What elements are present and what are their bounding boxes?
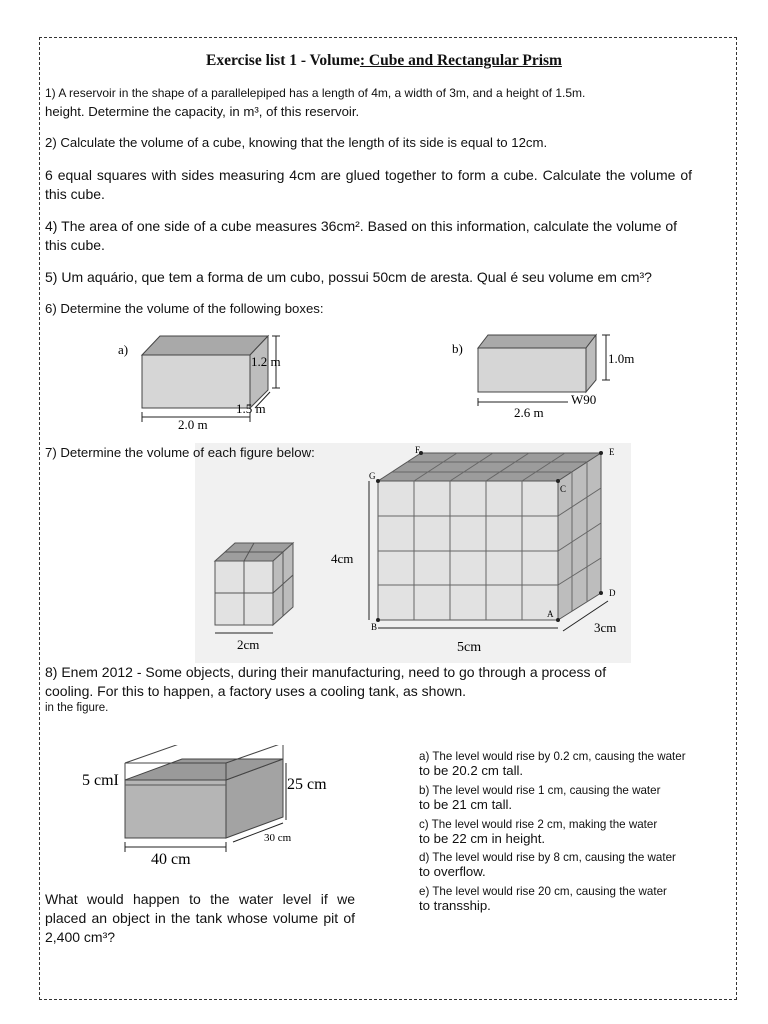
question-8-line-2: cooling. For this to happen, a factory uses a cooling tank, as shown. [45, 683, 467, 699]
large-prism [331, 445, 616, 655]
question-2: 2) Calculate the volume of a cube, knowing that the length of its side is equal to 12cm. [45, 135, 548, 150]
tank-gap-label: 5 cmI [82, 772, 119, 789]
page-title: Exercise list 1 - Volume: Cube and Rectangular Prism [206, 52, 562, 69]
vertex-c-label: C [560, 484, 567, 494]
cooling-tank-figure [78, 745, 348, 870]
box-b-width-label: 2.6 m [514, 405, 544, 420]
vertex-b-label: B [371, 622, 378, 632]
vertex-f-label: F [415, 445, 421, 455]
tank-depth-label: 30 cm [264, 832, 292, 844]
prism-depth-label: 3cm [594, 620, 617, 635]
option-b: b) The level would rise 1 cm, causing the water to be 21 cm tall. [419, 784, 661, 812]
box-b-height-label: 1.0m [608, 351, 635, 366]
prism-length-label: 5cm [457, 640, 482, 655]
vertex-g-label: G [369, 471, 376, 481]
vertex-d-label: D [609, 588, 616, 598]
box-b-depth-label: W90 [571, 392, 597, 407]
tank-width-label: 40 cm [151, 851, 191, 868]
box-b-label: b) [452, 341, 463, 356]
vertex-a-label: A [547, 609, 554, 619]
question-3: 6 equal squares with sides measuring 4cm are glued together to form a cube. Calculate the volume of this cube. [45, 167, 692, 202]
question-8-line-3: in the figure. [45, 702, 109, 714]
box-a-height-label: 1.2 m [251, 354, 281, 369]
option-e: e) The level would rise 20 cm, causing the water to transship. [419, 885, 667, 913]
option-c: c) The level would rise 2 cm, making the water to be 22 cm in height. [419, 818, 658, 846]
question-5: 5) Um aquário, que tem a forma de um cubo, possui 50cm de aresta. Qual é seu volume em cm³? [45, 269, 652, 285]
box-a-label: a) [118, 342, 129, 357]
box-a-width-label: 2.0 m [178, 417, 208, 432]
small-cube-side-label: 2cm [237, 637, 260, 652]
question-8-line-1: 8) Enem 2012 - Some objects, during their manufacturing, need to go through a process of [45, 664, 607, 680]
question-8-question: What would happen to the water level if we placed an object in the tank whose volume pit of 2,400 cm³? [45, 891, 355, 945]
question-1-line-2: height. Determine the capacity, in m³, of this reservoir. [45, 104, 360, 119]
question-6: 6) Determine the volume of the following boxes: [45, 301, 324, 316]
vertex-e-label: E [609, 447, 615, 457]
small-cube [215, 543, 293, 652]
option-a: a) The level would rise by 0.2 cm, causing the water to be 20.2 cm tall. [419, 750, 686, 778]
box-b-figure [450, 330, 650, 420]
box-a-depth-label: 1.5 m [236, 401, 266, 416]
question-1-line-1: 1) A reservoir in the shape of a parallelepiped has a length of 4m, a width of 3m, and a height of 1.5m. [45, 86, 586, 100]
tank-height-label: 25 cm [287, 776, 327, 793]
question-4: 4) The area of one side of a cube measures 36cm². Based on this information, calculate the volume of this cube. [45, 218, 677, 253]
prism-height-label: 4cm [331, 551, 354, 566]
figure-7 [195, 443, 631, 663]
question-7: 7) Determine the volume of each figure below: [45, 445, 315, 460]
option-d: d) The level would rise by 8 cm, causing the water to overflow. [419, 851, 676, 879]
box-a-figure [110, 330, 310, 435]
